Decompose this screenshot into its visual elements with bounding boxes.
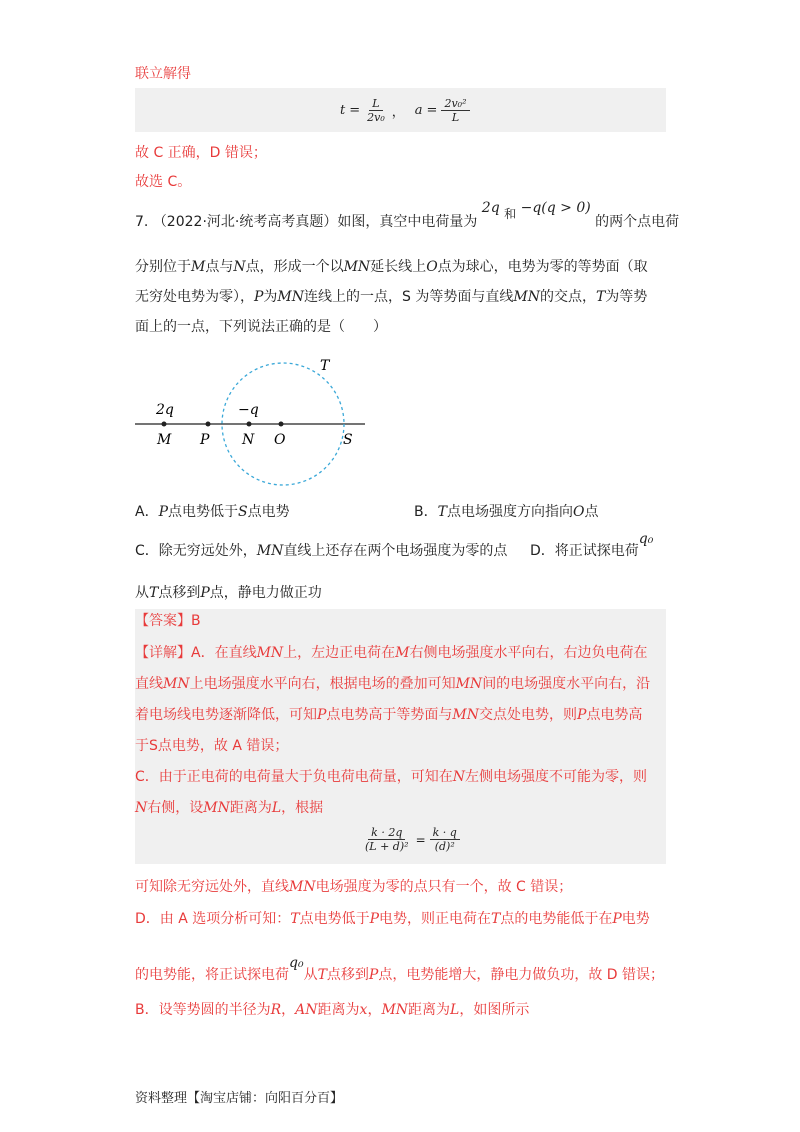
text: 直线上还存在两个电场强度为零的点 [283,543,508,559]
point-p [206,422,211,427]
option-label: D． [530,543,555,559]
text: 分别位于 [135,259,191,275]
label-p: P [200,432,210,448]
text: 于 [135,738,149,754]
equals-sign: = [415,832,426,847]
text: D．由 A 选项分析可知： [135,911,291,927]
frac-den: (d)² [434,840,455,853]
fraction-left [362,826,412,853]
text: 电场强度为零的点只有一个，故 C 错误； [315,879,573,895]
var: T [595,289,606,305]
var: MN [277,289,305,305]
text: 将正试探电荷 [554,543,639,559]
text: B．设等势圆的半径为 [135,1002,271,1018]
var: q₀ [289,955,304,971]
var-t: t [340,102,346,118]
text: 点的电势能低于在 [500,911,613,927]
frac-den: 2v₀ [367,110,385,124]
question-number: 7. [135,214,149,230]
option-label: C． [135,543,159,559]
frac-num: L [369,97,382,111]
question-line-3 [135,287,647,307]
var: P [254,289,264,305]
text: 的交点， [539,289,596,305]
text: C．由于正电荷的电荷量大于负电荷电荷量，可知在 [135,769,453,785]
var: N [233,259,246,275]
detail-label: 【详解】 [135,645,191,661]
charge-2q: 2q [481,200,500,216]
text: 左侧电场强度不可能为零，则 [465,769,648,785]
text: 除无穷远处外， [158,543,257,559]
text: 距离为 [408,1002,451,1018]
frac-num: k · q [430,826,460,840]
frac-den: L [451,110,460,124]
var: MN [289,879,316,895]
fraction-t [364,97,388,124]
text: 点移到 [326,967,369,983]
text: 为 [263,289,278,305]
question-source: （2022·河北·统考高考真题） [152,214,338,230]
answer-d-line-1 [135,909,650,929]
text: ，根据 [281,800,324,816]
label-n: N [242,432,255,448]
var: L [271,800,282,816]
fraction-a [441,97,469,124]
figure-equipotential [130,350,370,490]
conclusion-c: 故 C 正确，D 错误； [135,145,267,161]
text: 从 [135,585,149,601]
var: x [359,1002,368,1018]
formula-box [135,88,666,132]
var: M [395,645,410,661]
text: 点电场强度方向指向 [446,504,573,520]
var: P [200,585,210,601]
text: 点电势 [247,504,290,520]
text: 点电势低于 [168,504,238,520]
var: AN [295,1002,318,1018]
frac-den: (L + d)² [365,840,409,853]
var: N [135,800,148,816]
option-d[interactable] [530,531,654,561]
var: MN [452,707,480,723]
var: T [317,967,327,983]
text: 和 [504,207,517,221]
var: R [270,1002,282,1018]
text: 点 [584,504,599,520]
var: N [452,769,466,785]
point-m [162,422,167,427]
var: O [572,504,585,520]
point-n [247,422,252,427]
text: ， [281,1002,296,1018]
text: 着电场线电势逐渐降低，可知 [135,707,317,723]
label-o: O [274,432,286,448]
var: P [368,967,379,983]
var: L [450,1002,460,1018]
frac-num: k · 2q [368,826,405,840]
text: 上电场强度水平向右，根据电场的叠加可知 [189,676,456,692]
var: T [437,504,447,520]
text: 点，形成一个以 [245,259,344,275]
text: 右侧电场强度水平向右，右边负电荷在 [409,645,648,661]
text: 可知除无穷远处外，直线 [135,879,289,895]
text: 点电势高 [586,707,643,723]
text: 点与 [205,259,234,275]
text: 点电势高于等势面与 [326,707,453,723]
text: 直线 [135,676,163,692]
text: 点移到 [158,585,201,601]
text: 的两个点电荷 [595,214,680,230]
answer-a-line-3 [135,705,642,725]
answer-d-line-2 [135,955,665,985]
question-line-1 [135,200,680,232]
text: 交点处电势，则 [479,707,578,723]
text: 无穷处电势为零）， [135,289,254,305]
option-b[interactable] [414,502,598,522]
text: 点，静电力做正功 [209,585,322,601]
text: 上，左边正电荷在 [283,645,396,661]
label-minus-q: −q [238,402,259,418]
var: MN [163,676,190,692]
answer-c-line-1 [135,767,647,787]
text: 电势，则正电荷在 [379,911,492,927]
option-a[interactable] [135,502,290,522]
var: O [426,259,438,275]
var: MN [256,645,284,661]
answer-c-line-2 [135,798,323,818]
var: P [577,707,587,723]
var: P [317,707,327,723]
var: MN [455,676,483,692]
footer-source: 资料整理【淘宝店铺：向阳百分百】 [135,1091,344,1106]
formula-t-a [340,94,470,126]
option-label: B． [414,504,438,520]
var: P [369,911,380,927]
text: 间的电场强度水平向右，沿 [482,676,651,692]
var: M [191,259,206,275]
text: 点，电势能增大，静电力做负功，故 D 错误； [378,967,665,983]
text: 连线上的一点，S 为等势面与直线 [304,289,514,305]
heading-solve: 联立解得 [135,66,191,82]
var: MN [256,543,284,559]
label-2q: 2q [156,402,174,418]
text: 如图，真空中电荷量为 [337,214,478,230]
label-m: M [157,432,172,448]
fraction-right [430,826,460,853]
text: 从 [303,967,318,983]
answer-a-line-2 [135,674,650,694]
question-line-4: 面上的一点，下列说法正确的是（ ） [135,319,387,335]
point-o [279,422,284,427]
text: 为等势 [605,289,648,305]
charge-minus-q: −q(q > 0) [520,200,591,216]
var: T [491,911,501,927]
text: 右侧，设 [147,800,204,816]
var: P [612,911,622,927]
var: MN [203,800,230,816]
separator: ， [391,104,405,120]
question-line-2 [135,257,648,277]
var: S [149,738,158,754]
equation-field-zero [362,826,460,853]
text: A．在直线 [191,645,257,661]
option-label: A． [135,504,159,520]
text: 点电势，故 A 错误； [157,738,289,754]
text: 的电势能，将正试探电荷 [135,967,289,983]
answer-a-line-4 [135,736,288,756]
text: ，如图所示 [459,1002,530,1018]
var: T [149,585,159,601]
answer-label: 【答案】B [135,613,201,629]
answer-b-line-1 [135,1000,529,1020]
frac-num: 2v₀² [441,97,469,111]
label-s: S [343,432,353,448]
var: q₀ [638,531,654,547]
option-d-continued [135,583,322,603]
var: MN [343,259,371,275]
equals-sign: = [426,102,438,118]
equals-sign: = [349,102,361,118]
var: MN [381,1002,409,1018]
text: 距离为 [317,1002,360,1018]
text: 点电势低于 [299,911,370,927]
text: 距离为 [229,800,272,816]
option-c[interactable] [135,541,507,561]
select-c: 故选 C。 [135,174,192,190]
text: 延长线上 [370,259,427,275]
text: 点为球心，电势为零的等势面（取 [437,259,648,275]
label-t: T [320,358,330,374]
var: T [290,911,300,927]
var: S [238,504,248,520]
answer-c-line-3 [135,877,572,897]
answer-a-line-1 [135,643,648,663]
text: 电势 [621,911,650,927]
var-a: a [414,102,423,118]
var: MN [513,289,540,305]
var: P [158,504,168,520]
text: ， [367,1002,382,1018]
